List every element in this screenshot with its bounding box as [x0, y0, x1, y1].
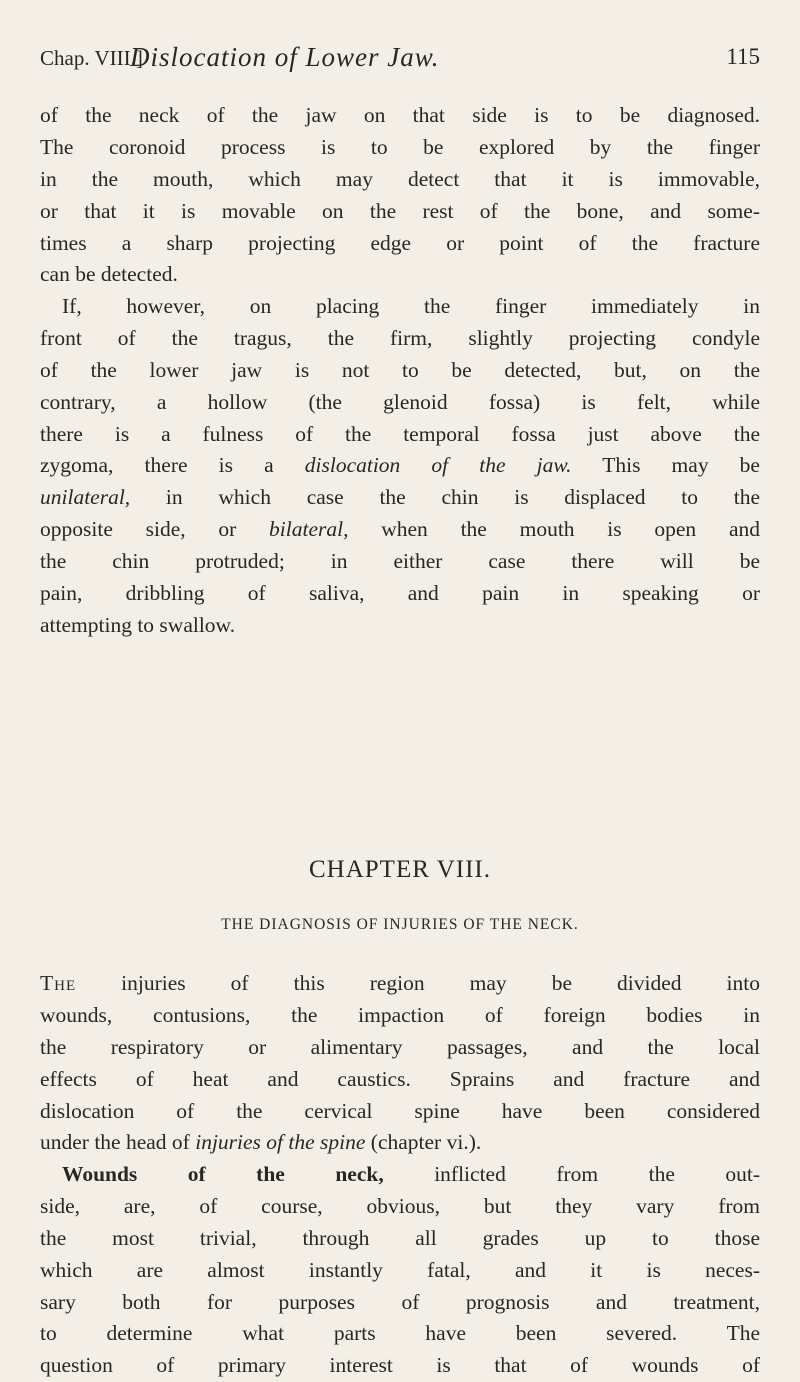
text-line: in the mouth, which may detect that it is immovable,: [40, 166, 760, 191]
paragraph-neck-injuries: [40, 968, 760, 1159]
text-line: [40, 1127, 760, 1159]
text-line: can be detected.: [40, 262, 178, 287]
text-line: [40, 450, 760, 482]
text-line: sary both for purposes of prognosis and treatment,: [40, 1289, 760, 1314]
section-lead-wounds: Wounds of the neck,: [62, 1162, 384, 1186]
running-head-title: Dislocation of Lower Jaw.: [130, 42, 440, 72]
text-line: question of primary interest is that of wounds of: [40, 1353, 760, 1378]
text-run: injuries of this region may be divided into: [76, 971, 760, 995]
italic-term-injuries-spine: injuries of the spine: [195, 1130, 366, 1155]
chapter-heading: CHAPTER VIII.: [309, 856, 491, 883]
text-run: in which case the chin is displaced to the: [130, 485, 760, 510]
text-line: pain, dribbling of saliva, and pain in speaking or: [40, 581, 760, 606]
text-line: [40, 1159, 760, 1191]
text-line: [40, 514, 760, 546]
text-run: under the head of: [40, 1130, 196, 1155]
text-line: wounds, contusions, the impaction of foreign bodies in: [40, 1002, 760, 1027]
text-run: inflicted from the out-: [383, 1162, 760, 1186]
italic-term-bilateral: bilateral,: [269, 517, 349, 542]
text-run: zygoma, there is a: [40, 453, 305, 478]
chapter-subheading: THE DIAGNOSIS OF INJURIES OF THE NECK.: [221, 916, 579, 933]
text-line: If, however, on placing the finger immediately in: [62, 294, 760, 318]
text-line: the chin protruded; in either case there will be: [40, 549, 760, 574]
text-line: contrary, a hollow (the glenoid fossa) is felt, while: [40, 389, 760, 414]
text-line: the respiratory or alimentary passages, and the local: [40, 1034, 760, 1059]
text-line: [40, 482, 760, 514]
text-run: opposite side, or: [40, 517, 270, 542]
paragraph-jaw-dislocation: [40, 291, 760, 642]
running-head-chapter: Chap. VIII.]: [40, 46, 143, 70]
text-line: front of the tragus, the firm, slightly projecting condyle: [40, 325, 760, 350]
running-head: [40, 42, 760, 78]
text-line: attempting to swallow.: [40, 612, 236, 637]
text-line: dislocation of the cervical spine have been considered: [40, 1098, 760, 1123]
text-line: side, are, of course, obvious, but they vary from: [40, 1193, 760, 1218]
text-line: or that it is movable on the rest of the bone, and some-: [40, 198, 760, 223]
paragraph-jaw-fracture: [40, 100, 760, 291]
text-line: of the neck of the jaw on that side is to be diagnosed.: [40, 103, 760, 127]
text-run: (chapter vi.).: [365, 1130, 482, 1155]
italic-term-dislocation: dislocation of the jaw.: [304, 453, 572, 478]
text-line: of the lower jaw is not to be detected, but, on the: [40, 357, 760, 382]
text-line: which are almost instantly fatal, and it is neces-: [40, 1257, 760, 1282]
text-line: the most trivial, through all grades up to those: [40, 1225, 760, 1250]
text-line: times a sharp projecting edge or point of the fracture: [40, 230, 760, 255]
text-line: there is a fulness of the temporal fossa just above the: [40, 421, 760, 446]
italic-term-unilateral: unilateral,: [40, 485, 131, 510]
paragraph-lead: The: [40, 971, 77, 995]
text-run: This may be: [571, 453, 760, 478]
page-number: 115: [726, 44, 760, 69]
text-run: when the mouth is open and: [348, 517, 760, 542]
text-line: to determine what parts have been severed. The: [40, 1321, 760, 1346]
text-line: [40, 968, 760, 1000]
paragraph-neck-wounds: [40, 1159, 760, 1382]
text-line: The coronoid process is to be explored by the finger: [40, 134, 760, 159]
text-line: effects of heat and caustics. Sprains and fracture and: [40, 1066, 760, 1091]
